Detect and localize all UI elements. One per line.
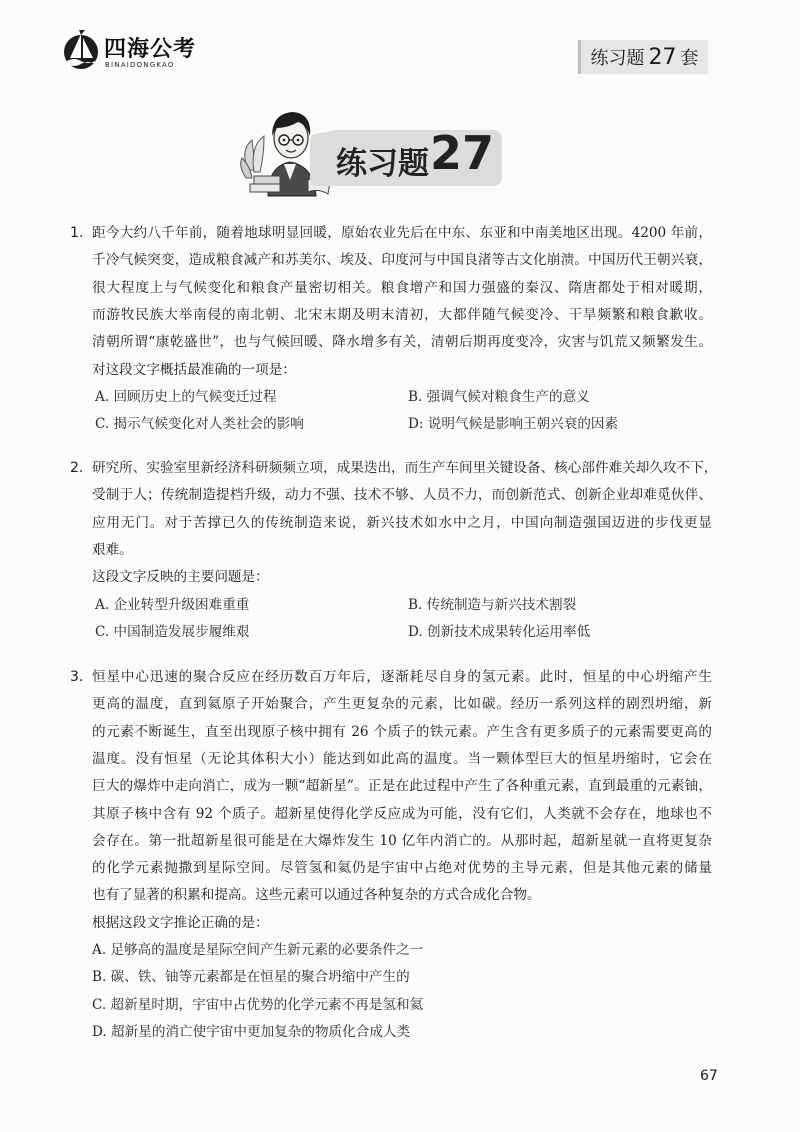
answer-option[interactable]: C. 中国制造发展步履维艰 <box>95 623 250 640</box>
question-prompt: 这段文字反映的主要问题是： <box>92 569 269 586</box>
question-text-line: 艰难。 <box>92 541 133 558</box>
question-number: 3. <box>70 669 84 685</box>
publisher-logo <box>62 28 202 76</box>
question-text-line: 也有了显著的积累和提高。这些元素可以通过各种复杂的方式合成化合物。 <box>92 887 541 904</box>
set-label-prefix: 练习题 <box>590 48 645 69</box>
question-prompt: 根据这段文字推论正确的是： <box>92 914 269 931</box>
practice-set-badge <box>578 40 708 74</box>
answer-option[interactable]: D. 超新星的消亡使宇宙中更加复杂的物质化合成人类 <box>92 1023 411 1040</box>
answer-option[interactable]: C. 揭示气候变化对人类社会的影响 <box>95 416 304 433</box>
sailboat-logo-icon <box>62 28 102 72</box>
answer-option[interactable]: B. 传统制造与新兴技术割裂 <box>408 596 577 613</box>
question-text-line: 的元素不断诞生，直至出现原子核中拥有 26 个质子的铁元素。产生含有更多质子的元素需要更高的 <box>92 723 712 740</box>
question-text-line: 清朝所谓“康乾盛世”，也与气候回暖、降水增多有关，清朝后期再度变冷，灾害与饥荒又频繁发生。 <box>92 334 712 351</box>
question-prompt: 对这段文字概括最准确的一项是： <box>92 361 296 378</box>
answer-option[interactable]: A. 企业转型升级困难重重 <box>95 596 250 613</box>
question-text-line: 巨大的爆炸中走向消亡，成为一颗“超新星”。正是在此过程中产生了各种重元素，直到最重的元素铀， <box>92 778 712 795</box>
question-2 <box>0 455 800 640</box>
question-text-line: 的化学元素抛撒到星际空间。尽管氢和氦仍是宇宙中占绝对优势的主导元素，但是其他元素的储量 <box>92 860 712 877</box>
question-text-line: 很大程度上与气候变化和粮食产量密切相关。粮食增产和国力强盛的秦汉、隋唐都处于相对暖期， <box>92 279 712 296</box>
question-number: 1. <box>70 225 84 241</box>
answer-option[interactable]: A. 回顾历史上的气候变迁过程 <box>95 388 277 405</box>
answer-option[interactable]: D: 说明气候是影响王朝兴衰的因素 <box>408 416 619 433</box>
question-text-line: 会存在。第一批超新星很可能是在大爆炸发生 10 亿年内消亡的。从那时起，超新星就一直将更复杂 <box>92 832 712 849</box>
page-number: 67 <box>700 1068 718 1084</box>
question-text-line: 研究所、实验室里新经济科研频频立项，成果迭出，而生产车间里关键设备、核心部件难关却久攻不下， <box>92 460 718 476</box>
answer-option[interactable]: C. 超新星时期，宇宙中占优势的化学元素不再是氢和氦 <box>92 996 424 1013</box>
question-text-line: 温度。没有恒星（无论其体积大小）能达到如此高的温度。当一颗体型巨大的恒星坍缩时，它会在 <box>92 750 712 767</box>
question-text-line: 应用无门。对于苦撑已久的传统制造来说，新兴技术如水中之月，中国向制造强国迈进的步伐更显 <box>92 514 712 531</box>
page-title: 练习题 <box>336 146 429 182</box>
logo-name: 四海公考 <box>104 37 197 62</box>
question-1 <box>0 220 800 433</box>
question-number: 2. <box>70 460 84 476</box>
answer-option[interactable]: B. 强调气候对粮食生产的意义 <box>408 388 590 405</box>
question-text-line: 更高的温度，直到氦原子开始聚合，产生更复杂的元素，比如碳。经历一系列这样的剧烈坍缩，新 <box>92 696 712 713</box>
logo-subtitle: BINAIDONGKAO <box>105 61 175 69</box>
answer-option[interactable]: A. 足够高的温度是星际空间产生新元素的必要条件之一 <box>92 942 424 958</box>
page-title-number: 27 <box>430 126 495 180</box>
question-text-line: 恒星中心迅速的聚合反应在经历数百万年后，逐渐耗尽自身的氢元素。此时，恒星的中心坍缩产生 <box>92 669 712 685</box>
answer-option[interactable]: D. 创新技术成果转化运用率低 <box>408 623 591 640</box>
question-3 <box>0 664 800 1040</box>
answer-option[interactable]: B. 碳、铁、铀等元素都是在恒星的聚合坍缩中产生的 <box>92 969 410 986</box>
question-text-line: 距今大约八千年前，随着地球明显回暖，原始农业先后在中东、东亚和中南美地区出现。4200 年前， <box>92 225 712 241</box>
question-text-line: 受制于人；传统制造提档升级，动力不强、技术不够、人员不力，而创新范式、创新企业却难觅伙伴、 <box>92 487 712 504</box>
question-text-line: 其原子核中含有 92 个质子。超新星使得化学反应成为可能，没有它们，人类就不会存在，地球也不 <box>92 805 712 822</box>
question-text-line: 千冷气候突变，造成粮食减产和苏美尔、埃及、印度河与中国良渚等古文化崩溃。中国历代王朝兴衰， <box>92 252 712 269</box>
set-label-suffix: 套 <box>680 48 699 69</box>
set-number: 27 <box>648 44 677 70</box>
question-text-line: 而游牧民族大举南侵的南北朝、北宋末期及明末清初，大都伴随气候变冷、干旱频繁和粮食歉收。 <box>92 306 712 323</box>
